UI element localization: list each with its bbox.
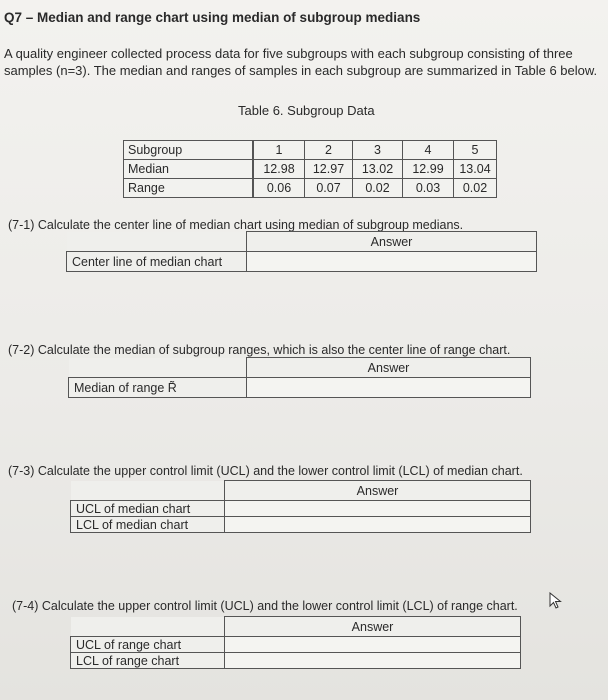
range-cell: 0.03 [403,179,454,198]
table-caption: Table 6. Subgroup Data [238,103,375,118]
row-label-median: Median [124,160,253,179]
row-label: Median of range R̃ [69,378,247,398]
range-cell: 0.02 [353,179,403,198]
row-label: LCL of range chart [71,653,225,669]
median-cell: 13.02 [353,160,403,179]
row-label-subgroup: Subgroup [124,141,253,160]
question-7-4-answer-table [70,616,521,669]
median-cell: 12.99 [403,160,454,179]
header-blank [67,232,247,252]
row-label-range: Range [124,179,253,198]
question-7-4-prompt: (7-4) Calculate the upper control limit (UCL) and the lower control limit (LCL) of range chart. [12,599,518,613]
range-cell: 0.07 [305,179,353,198]
header-blank [71,617,225,637]
subgroup-cell: 3 [353,141,403,160]
row-label: UCL of range chart [71,637,225,653]
subgroup-cell: 1 [254,141,305,160]
subgroup-table-labels [123,140,253,198]
header-blank [69,358,247,378]
header-blank [71,481,225,501]
answer-input-cell[interactable] [225,653,521,669]
median-row [254,160,497,179]
row-label: Center line of median chart [67,252,247,272]
subgroup-table-values [253,140,497,198]
row-label: UCL of median chart [71,501,225,517]
answer-header: Answer [247,232,537,252]
answer-input-cell[interactable] [225,517,531,533]
answer-header: Answer [225,481,531,501]
answer-input-cell[interactable] [247,252,537,272]
answer-input-cell[interactable] [225,501,531,517]
range-row [254,179,497,198]
range-cell: 0.02 [454,179,497,198]
range-cell: 0.06 [254,179,305,198]
answer-input-cell[interactable] [247,378,531,398]
subgroup-cell: 2 [305,141,353,160]
answer-header: Answer [225,617,521,637]
row-label: LCL of median chart [71,517,225,533]
question-7-2-prompt: (7-2) Calculate the median of subgroup ranges, which is also the center line of range chart. [8,343,511,357]
question-7-3-answer-table [70,480,531,533]
question-7-1-answer-table [66,231,537,272]
question-7-1-prompt: (7-1) Calculate the center line of median chart using median of subgroup medians. [8,218,464,232]
question-7-2-answer-table [68,357,531,398]
question-7-3-prompt: (7-3) Calculate the upper control limit (UCL) and the lower control limit (LCL) of median chart. [8,464,523,478]
median-cell: 12.97 [305,160,353,179]
subgroup-number-row [254,141,497,160]
subgroup-cell: 4 [403,141,454,160]
mouse-pointer-icon [548,592,564,610]
median-cell: 12.98 [254,160,305,179]
answer-header: Answer [247,358,531,378]
median-cell: 13.04 [454,160,497,179]
subgroup-cell: 5 [454,141,497,160]
question-title: Q7 – Median and range chart using median of subgroup medians [4,10,421,25]
answer-input-cell[interactable] [225,637,521,653]
intro-paragraph: A quality engineer collected process data for five subgroups with each subgroup consisting of three samples (n=3). The median and ranges of samples in each subgroup are summarized in Table 6 below. [4,46,598,78]
